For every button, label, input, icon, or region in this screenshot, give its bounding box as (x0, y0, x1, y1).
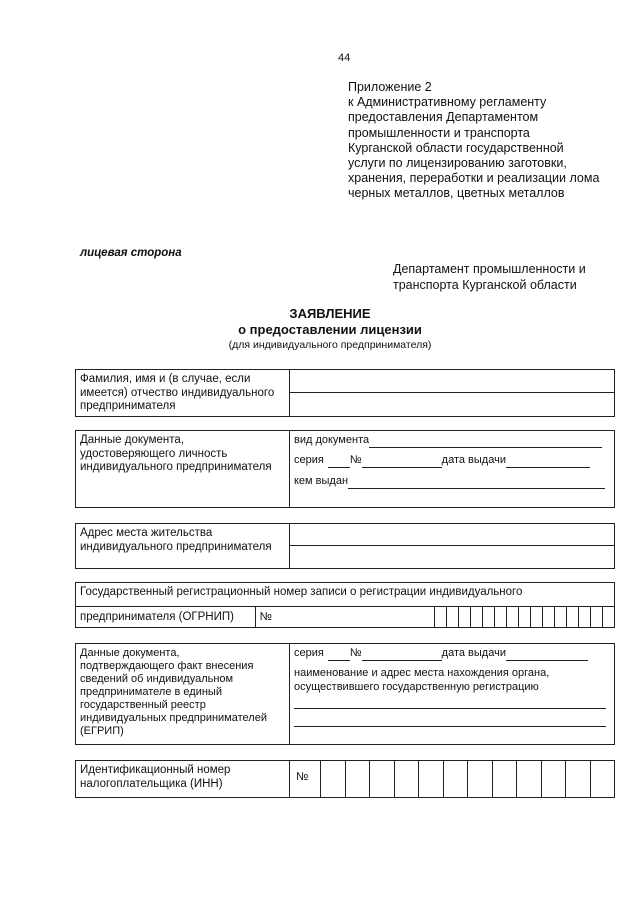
number-label: № (349, 454, 362, 466)
inn-section (75, 760, 615, 798)
egrip-label: Данные документа, подтверждающего факт внесения сведений об индивидуальном предпринимателе в единый государственный реестр индивидуальных предпринимателей (ЕГРИП) (76, 644, 290, 745)
issued-by-label: кем выдан (294, 475, 349, 487)
doc-type-input[interactable] (369, 435, 602, 448)
address-label: Адрес места жительства индивидуального предпринимателя (76, 524, 290, 569)
inn-cells[interactable] (321, 761, 615, 798)
egrip-org-input-2[interactable] (294, 726, 606, 727)
egrip-number-label: № (349, 647, 362, 659)
egrip-issue-date-label: дата выдачи (441, 647, 506, 659)
ogrnip-number-label: № (255, 607, 435, 628)
page-number: 44 (338, 52, 351, 64)
egrip-fields (290, 644, 615, 745)
egrip-org-input-1[interactable] (294, 708, 606, 709)
inn-number-label: № (290, 761, 321, 798)
document-note: (для индивидуального предпринимателя) (228, 339, 432, 351)
appendix-block (348, 80, 638, 202)
series-label: серия (294, 454, 324, 466)
ogrnip-label-2: предпринимателя (ОГРНИП) (76, 607, 256, 628)
document-subtitle: о предоставлении лицензии (238, 322, 422, 337)
issue-date-input[interactable] (506, 455, 590, 468)
address-field[interactable] (290, 524, 615, 569)
appendix-line: хранения, переработки и реализации лома (348, 171, 600, 186)
department-block (393, 261, 586, 293)
egrip-org-label: наименование и адрес места нахождения органа, осуществившего государственную регистрацию (294, 667, 550, 693)
id-doc-section (75, 430, 615, 508)
number-input[interactable] (362, 455, 442, 468)
inn-label: Идентификационный номер налогоплательщика (ИНН) (76, 761, 290, 798)
department-line: Департамент промышленности и (393, 262, 586, 276)
egrip-section (75, 643, 615, 745)
appendix-line: услуги по лицензированию заготовки, (348, 156, 567, 171)
issued-by-input[interactable] (348, 476, 605, 489)
ogrnip-cells[interactable] (435, 607, 615, 628)
egrip-series-label: серия (294, 647, 324, 659)
egrip-series-input[interactable] (328, 648, 350, 661)
appendix-line: предоставления Департаментом (348, 110, 539, 125)
appendix-line: промышленности и транспорта (348, 125, 530, 140)
department-line: транспорта Курганской области (393, 278, 577, 292)
series-input[interactable] (328, 455, 350, 468)
egrip-issue-date-input[interactable] (506, 648, 588, 661)
face-side-label: лицевая сторона (80, 247, 182, 259)
egrip-number-input[interactable] (362, 648, 442, 661)
appendix-line: Приложение 2 (348, 80, 432, 94)
issue-date-label: дата выдачи (441, 454, 506, 466)
address-section (75, 523, 615, 569)
id-doc-fields (290, 431, 615, 508)
ogrnip-label: Государственный регистрационный номер записи о регистрации индивидуального (76, 583, 615, 607)
name-label: Фамилия, имя и (в случае, если имеется) отчество индивидуального предпринимателя (76, 370, 290, 417)
document-title: ЗАЯВЛЕНИЕ (289, 306, 371, 321)
doc-type-label: вид документа (294, 434, 370, 446)
appendix-line: Курганской области государственной (348, 140, 564, 155)
appendix-line: к Административному регламенту (348, 95, 547, 110)
id-doc-label: Данные документа, удостоверяющего личность индивидуального предпринимателя (76, 431, 290, 508)
name-section (75, 369, 615, 417)
appendix-line: черных металлов, цветных металлов (348, 186, 565, 201)
ogrnip-section (75, 582, 615, 628)
name-field[interactable] (290, 370, 615, 417)
